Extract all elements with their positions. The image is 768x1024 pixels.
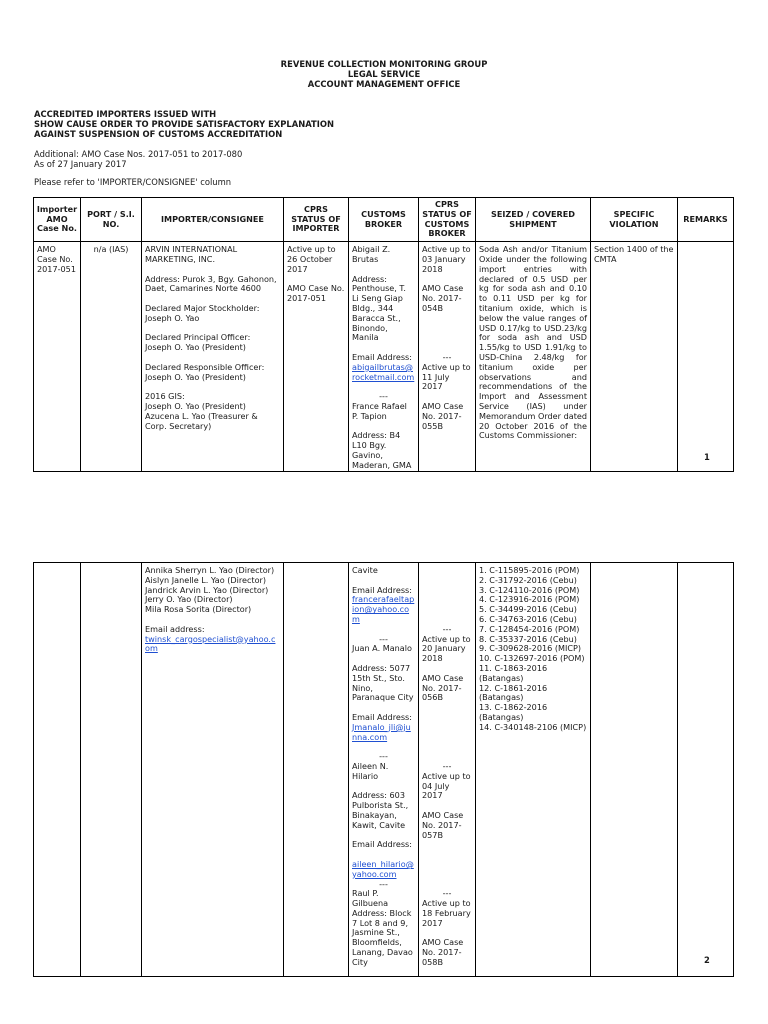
director-line: Jandrick Arvin L. Yao (Director) xyxy=(145,584,269,595)
import-entry: 1. C-115895-2016 (POM) xyxy=(479,565,580,575)
broker-address-continued: Cavite xyxy=(352,565,378,575)
director-line: Annika Sherryn L. Yao (Director) xyxy=(145,565,275,575)
header-port: PORT / S.I. NO. xyxy=(81,198,142,242)
cprs-broker-status: Active up to 20 January 2018 xyxy=(422,633,471,664)
import-entry: 4. C-123916-2016 (POM) xyxy=(479,594,580,605)
gis-officer-1: Joseph O. Yao (President) xyxy=(145,400,246,411)
principal-officer-value: Joseph O. Yao (President) xyxy=(145,342,246,353)
document-page-2 xyxy=(0,490,768,1024)
import-entry: 7. C-128454-2016 (POM) xyxy=(479,623,580,634)
director-line: Jerry O. Yao (Director) xyxy=(145,594,233,605)
gis-label: 2016 GIS: xyxy=(145,391,185,402)
broker-address: Address: Block 7 Lot 8 and 9, Jasmine St., Bloomfields, Lanang, Davao City xyxy=(352,907,413,967)
header-customs-broker: CUSTOMS BROKER xyxy=(349,198,419,242)
cell-cprs-importer xyxy=(284,242,349,471)
table-row xyxy=(34,242,734,471)
header-cprs-importer: CPRS STATUS OF IMPORTER xyxy=(284,198,349,242)
stockholder-label: Declared Major Stockholder: xyxy=(145,302,260,313)
cell-remarks xyxy=(678,563,734,977)
cprs-importer-status: Active up to 26 October 2017 xyxy=(287,244,336,274)
separator: --- xyxy=(379,751,388,762)
separator: --- xyxy=(442,888,452,899)
import-entry: 5. C-34499-2016 (Cebu) xyxy=(479,604,577,615)
page-number: 1 xyxy=(704,452,710,462)
importer-email-link[interactable]: twinsk_cargospecialist@yahoo.com xyxy=(145,633,276,654)
broker-email-link[interactable]: francerafaeltapion@yahoo.com xyxy=(352,594,415,624)
import-entry: 12. C-1861-2016 (Batangas) xyxy=(479,682,548,703)
header-shipment: SEIZED / COVERED SHIPMENT xyxy=(476,198,591,242)
import-entry: 3. C-124110-2016 (POM) xyxy=(479,584,580,595)
broker-name: France Rafael P. Tapion xyxy=(352,400,407,421)
importers-table-continued xyxy=(33,562,734,977)
cell-port: n/a (IAS) xyxy=(81,242,142,471)
office-name-heading: ACCOUNT MANAGEMENT OFFICE xyxy=(307,79,461,89)
import-entry: 8. C-35337-2016 (Cebu) xyxy=(479,633,577,644)
additional-cases-note: Additional: AMO Case Nos. 2017-051 to 2017-080 xyxy=(34,149,243,159)
cprs-broker-status: Active up to 04 July 2017 xyxy=(422,770,471,801)
broker-address: Address: 5077 15th St., Sto. Nino, Paranaque City xyxy=(352,662,414,703)
header-violation: SPECIFIC VIOLATION xyxy=(591,198,678,242)
separator: --- xyxy=(379,878,388,889)
broker-name: Juan A. Manalo xyxy=(352,643,412,654)
office-service-heading: LEGAL SERVICE xyxy=(347,69,421,79)
broker-address: Address: Penthouse, T. Li Seng Giap Bldg., 344 Baracca St., Binondo, Manila xyxy=(352,273,406,343)
separator: --- xyxy=(379,633,388,644)
header-remarks: REMARKS xyxy=(678,198,734,242)
refer-note: Please refer to 'IMPORTER/CONSIGNEE' column xyxy=(34,177,232,187)
broker-email-label: Email Address: xyxy=(352,584,412,595)
cell-violation xyxy=(591,563,678,977)
import-entry: 2. C-31792-2016 (Cebu) xyxy=(479,574,577,585)
broker-name: Raul P. Gilbuena xyxy=(352,888,389,909)
separator: --- xyxy=(379,391,388,402)
document-page-1 xyxy=(0,0,768,490)
import-entry: 6. C-34763-2016 (Cebu) xyxy=(479,613,577,624)
broker-address: Address: 603 Pulborista St., Binakayan, Kawit, Cavite xyxy=(352,790,409,830)
separator: --- xyxy=(442,623,452,634)
cprs-broker-status: Active up to 18 February 2017 xyxy=(422,898,471,928)
cell-cprs-broker xyxy=(419,563,476,977)
cell-port xyxy=(81,563,142,977)
broker-email-link[interactable]: Jmanalo_jli@junna.com xyxy=(352,721,411,742)
cprs-broker-case: AMO Case No. 2017-057B xyxy=(422,809,464,840)
import-entry: 11. C-1863-2016 (Batangas) xyxy=(479,662,548,683)
broker-email-label: Email Address: xyxy=(352,839,412,850)
importers-table xyxy=(33,197,734,472)
page-number: 2 xyxy=(704,955,710,965)
subject-line-3: AGAINST SUSPENSION OF CUSTOMS ACCREDITATION xyxy=(34,129,283,139)
importer-address: Address: Purok 3, Bgy. Gahonon, Daet, Camarines Norte 4600 xyxy=(145,273,277,294)
broker-name: Aileen N. Hilario xyxy=(352,760,389,781)
broker-email-label: Email Address: xyxy=(352,351,412,362)
cprs-broker-case: AMO Case No. 2017-058B xyxy=(422,937,464,967)
cell-importer xyxy=(142,242,284,471)
cprs-importer-case: AMO Case No. 2017-051 xyxy=(287,283,345,304)
cell-broker xyxy=(349,242,419,471)
import-entry: 10. C-132697-2016 (POM) xyxy=(479,653,585,664)
as-of-date: As of 27 January 2017 xyxy=(34,159,127,169)
header-case-no: Importer AMO Case No. xyxy=(34,198,81,242)
cprs-broker-status: Active up to 11 July 2017 xyxy=(422,361,471,392)
subject-line-1: ACCREDITED IMPORTERS ISSUED WITH xyxy=(34,109,217,119)
principal-officer-label: Declared Principal Officer: xyxy=(145,332,251,343)
responsible-officer-value: Joseph O. Yao (President) xyxy=(145,371,246,382)
director-line: Mila Rosa Sorita (Director) xyxy=(145,604,252,615)
cprs-broker-case: AMO Case No. 2017-055B xyxy=(422,400,464,431)
cell-cprs-importer xyxy=(284,563,349,977)
cell-remarks xyxy=(678,242,734,471)
cprs-broker-case: AMO Case No. 2017-054B xyxy=(422,283,464,313)
broker-email-link[interactable]: aileen_hilario@yahoo.com xyxy=(352,858,414,879)
import-entry: 9. C-309628-2016 (MICP) xyxy=(479,643,582,654)
cell-shipment-entries xyxy=(476,563,591,977)
cell-case-no: AMO Case No. 2017-051 xyxy=(34,242,81,471)
broker-name: Abigail Z. Brutas xyxy=(352,244,391,264)
gis-officer-2: Azucena L. Yao (Treasurer & Corp. Secretary) xyxy=(145,410,258,431)
table-row xyxy=(34,563,734,977)
broker-address: Address: B4 L10 Bgy. Gavino, Maderan, GMA xyxy=(352,430,412,470)
director-line: Aislyn Janelle L. Yao (Director) xyxy=(145,574,267,585)
cell-broker xyxy=(349,563,419,977)
cprs-broker-status: Active up to 03 January 2018 xyxy=(422,244,471,274)
import-entry: 13. C-1862-2016 (Batangas) xyxy=(479,702,548,722)
header-importer: IMPORTER/CONSIGNEE xyxy=(142,198,284,242)
separator: --- xyxy=(442,351,452,362)
cell-violation: Section 1400 of the CMTA xyxy=(591,242,678,471)
header-cprs-broker: CPRS STATUS OF CUSTOMS BROKER xyxy=(419,198,476,242)
broker-email-label: Email Address: xyxy=(352,711,412,722)
subject-line-2: SHOW CAUSE ORDER TO PROVIDE SATISFACTORY EXPLANATION xyxy=(34,119,335,129)
cell-shipment: Soda Ash and/or Titanium Oxide under the following import entries with declared of 0.5 USD per kg for soda ash and 0.10 to 0.11 USD per kg for titanium oxide, which is below the value ranges of USD 0.17/kg to USD.23/kg for soda ash and USD 1.55/kg to USD 1.91/kg to USD-China 2.48/kg for titanium oxide per observations and recommendations of the Import and Assessment Service (IAS) under Memorandum Order dated 20 October 2016 of the Customs Commissioner: xyxy=(476,242,591,471)
importer-email-label: Email address: xyxy=(145,623,205,634)
responsible-officer-label: Declared Responsible Officer: xyxy=(145,361,265,372)
cell-cprs-broker xyxy=(419,242,476,471)
stockholder-value: Joseph O. Yao xyxy=(145,312,200,323)
office-group-heading: REVENUE COLLECTION MONITORING GROUP xyxy=(280,59,488,69)
broker-email-link[interactable]: abigailbrutas@rocketmail.com xyxy=(352,361,415,382)
cell-importer xyxy=(142,563,284,977)
separator: --- xyxy=(442,760,452,771)
importer-name: ARVIN INTERNATIONAL MARKETING, INC. xyxy=(145,244,238,264)
import-entry: 14. C-340148-2106 (MICP) xyxy=(479,721,587,732)
cell-case-no xyxy=(34,563,81,977)
table-header-row xyxy=(34,198,734,242)
cprs-broker-case: AMO Case No. 2017-056B xyxy=(422,672,464,703)
